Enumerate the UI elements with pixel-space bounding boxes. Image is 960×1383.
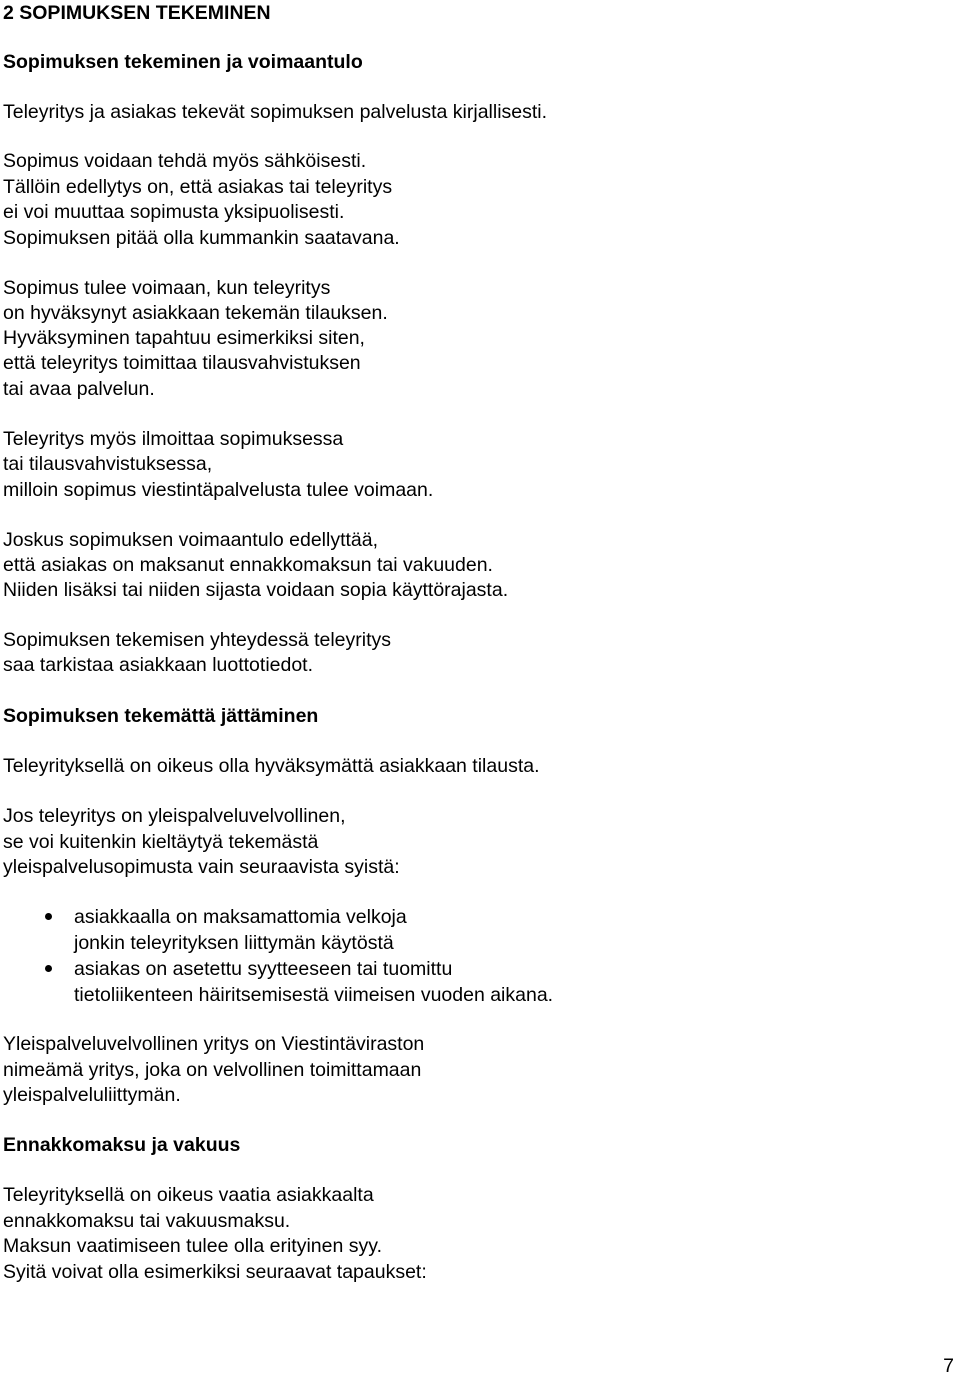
paragraph-line: Teleyritys ja asiakas tekevät sopimuksen palvelusta kirjallisesti. xyxy=(3,101,548,123)
bullet-icon xyxy=(45,913,52,920)
paragraph-line: Sopimuksen pitää olla kummankin saatavana. xyxy=(3,227,400,249)
paragraph-line: yleispalvelusopimusta vain seuraavista syistä: xyxy=(3,856,400,878)
chapter-title: 2 SOPIMUKSEN TEKEMINEN xyxy=(3,2,271,24)
paragraph-line: ennakkomaksu tai vakuusmaksu. xyxy=(3,1210,291,1232)
paragraph-line: tai tilausvahvistuksessa, xyxy=(3,453,213,475)
paragraph-line: Joskus sopimuksen voimaantulo edellyttää, xyxy=(3,529,379,551)
section-heading: Sopimuksen tekeminen ja voimaantulo xyxy=(3,51,363,73)
paragraph-line: Syitä voivat olla esimerkiksi seuraavat tapaukset: xyxy=(3,1261,427,1283)
list-item: jonkin teleyrityksen liittymän käytöstä xyxy=(74,932,394,954)
paragraph-line: se voi kuitenkin kieltäytyä tekemästä xyxy=(3,831,319,853)
paragraph-line: saa tarkistaa asiakkaan luottotiedot. xyxy=(3,654,314,676)
paragraph-line: Sopimuksen tekemisen yhteydessä teleyritys xyxy=(3,629,392,651)
list-item: asiakas on asetettu syytteeseen tai tuomittu xyxy=(74,958,453,980)
paragraph-line: Sopimus tulee voimaan, kun teleyritys xyxy=(3,277,331,299)
paragraph-line: yleispalveluliittymän. xyxy=(3,1084,181,1106)
paragraph-line: nimeämä yritys, joka on velvollinen toimittamaan xyxy=(3,1059,422,1081)
section-heading: Sopimuksen tekemättä jättäminen xyxy=(3,705,319,727)
paragraph-line: Teleyrityksellä on oikeus vaatia asiakkaalta xyxy=(3,1184,374,1206)
paragraph-line: ei voi muuttaa sopimusta yksipuolisesti. xyxy=(3,201,345,223)
paragraph-line: Niiden lisäksi tai niiden sijasta voidaan sopia käyttörajasta. xyxy=(3,579,509,601)
paragraph-line: Jos teleyritys on yleispalveluvelvollinen, xyxy=(3,805,346,827)
paragraph-line: Maksun vaatimiseen tulee olla erityinen syy. xyxy=(3,1235,382,1257)
paragraph-line: milloin sopimus viestintäpalvelusta tulee voimaan. xyxy=(3,479,434,501)
list-item: tietoliikenteen häiritsemisestä viimeisen vuoden aikana. xyxy=(74,984,554,1006)
list-item: asiakkaalla on maksamattomia velkoja xyxy=(74,906,407,928)
paragraph-line: että asiakas on maksanut ennakkomaksun tai vakuuden. xyxy=(3,554,493,576)
page-number: 7 xyxy=(943,1355,954,1377)
paragraph-line: Tällöin edellytys on, että asiakas tai teleyritys xyxy=(3,176,393,198)
paragraph-line: Yleispalveluvelvollinen yritys on Viestintäviraston xyxy=(3,1033,425,1055)
paragraph-line: Sopimus voidaan tehdä myös sähköisesti. xyxy=(3,150,367,172)
paragraph-line: tai avaa palvelun. xyxy=(3,378,155,400)
paragraph-line: Teleyritys myös ilmoittaa sopimuksessa xyxy=(3,428,344,450)
paragraph-line: on hyväksynyt asiakkaan tekemän tilauksen. xyxy=(3,302,388,324)
paragraph-line: että teleyritys toimittaa tilausvahvistuksen xyxy=(3,352,361,374)
paragraph-line: Hyväksyminen tapahtuu esimerkiksi siten, xyxy=(3,327,365,349)
section-heading: Ennakkomaksu ja vakuus xyxy=(3,1134,241,1156)
paragraph-line: Teleyrityksellä on oikeus olla hyväksymättä asiakkaan tilausta. xyxy=(3,755,540,777)
bullet-icon xyxy=(45,965,52,972)
